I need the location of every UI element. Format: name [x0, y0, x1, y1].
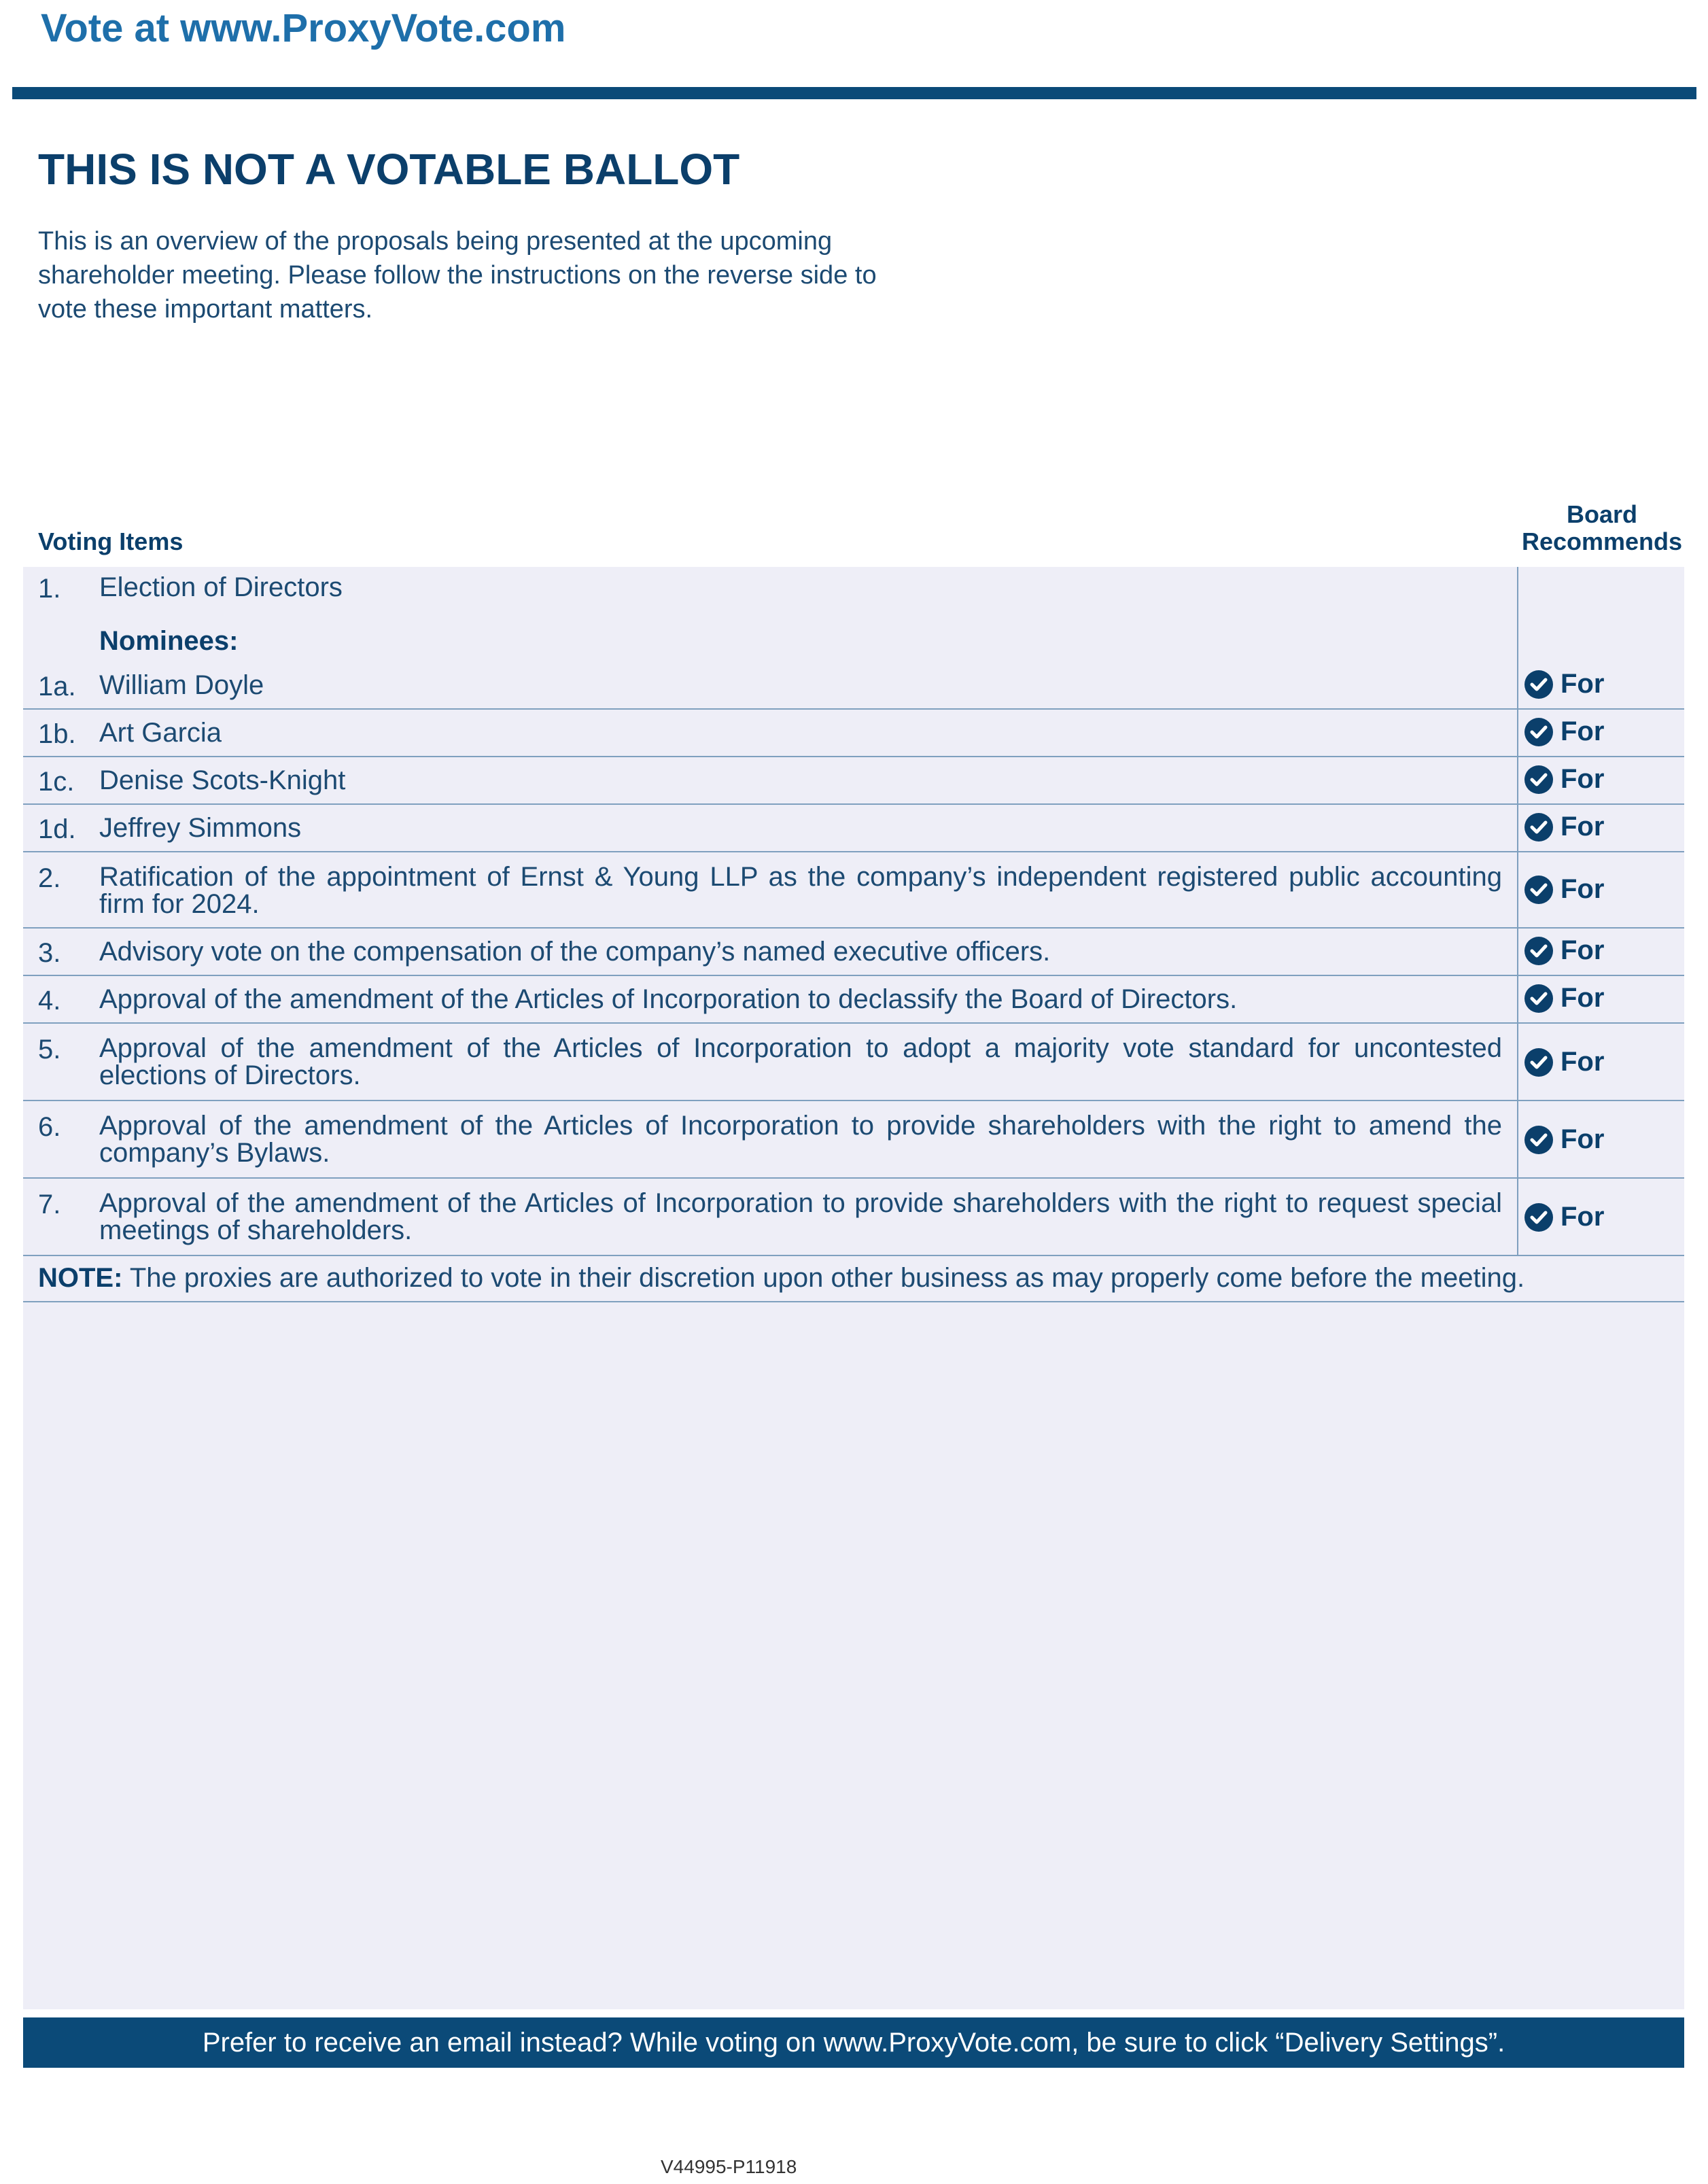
email-delivery-banner: Prefer to receive an email instead? While voting on www.ProxyVote.com, be sure to click “Delivery Settings”. — [23, 2017, 1684, 2068]
item-number: 4. — [38, 986, 61, 1016]
item-text: Approval of the amendment of the Articles of Incorporation to provide shareholders with the right to amend the company’s Bylaws. — [99, 1111, 1502, 1168]
item-number: 1d. — [38, 814, 76, 844]
recommendation — [1524, 1124, 1604, 1155]
note — [38, 1263, 1524, 1294]
item-number: 1. — [38, 574, 61, 604]
board-recommends-line1: Board — [1566, 500, 1637, 528]
item-text: Jeffrey Simmons — [99, 813, 302, 843]
note-label: NOTE: — [38, 1263, 123, 1293]
recommendation — [1524, 716, 1604, 747]
item-number: 5. — [38, 1035, 61, 1064]
item-number: 1b. — [38, 719, 76, 749]
document-code: V44995-P11918 — [661, 2156, 797, 2177]
page-title: THIS IS NOT A VOTABLE BALLOT — [38, 145, 740, 194]
check-circle-icon — [1524, 812, 1554, 842]
check-circle-icon — [1524, 1202, 1554, 1232]
header-bar — [12, 87, 1696, 99]
item-text: Approval of the amendment of the Articles of Incorporation to adopt a majority vote standard for uncontested elections of Directors. — [99, 1033, 1502, 1090]
check-circle-icon — [1524, 765, 1554, 795]
voting-row — [23, 976, 1684, 1024]
voting-row — [23, 805, 1684, 852]
nominees-label: Nominees: — [99, 626, 239, 656]
recommendation — [1524, 983, 1604, 1013]
item-text: William Doyle — [99, 670, 264, 700]
voting-items-header: Voting Items — [38, 527, 184, 555]
item-text: Art Garcia — [99, 718, 222, 748]
check-circle-icon — [1524, 1125, 1554, 1155]
item-number: 1a. — [38, 672, 76, 701]
recommendation-label: For — [1561, 669, 1605, 699]
recommendation — [1524, 874, 1604, 905]
recommendation — [1524, 1047, 1604, 1077]
recommendation-label: For — [1561, 1124, 1605, 1154]
intro-text: This is an overview of the proposals being presented at the upcoming shareholder meeting. Please follow the instructions on the reverse side to vote these important matters. — [38, 227, 877, 324]
recommendation — [1524, 1202, 1604, 1232]
item-text: Approval of the amendment of the Articles of Incorporation to declassify the Board of Directors. — [99, 984, 1238, 1014]
board-recommends-line2: Recommends — [1521, 527, 1683, 555]
board-recommends-header — [1517, 501, 1687, 555]
recommendation — [1524, 669, 1604, 699]
recommendation — [1524, 812, 1604, 842]
recommendation-label: For — [1561, 812, 1605, 842]
check-circle-icon — [1524, 1047, 1554, 1077]
item-text: Denise Scots-Knight — [99, 765, 346, 795]
check-circle-icon — [1524, 670, 1554, 699]
item-number: 7. — [38, 1190, 61, 1219]
voting-row — [23, 1024, 1684, 1101]
item-text: Approval of the amendment of the Articles of Incorporation to provide shareholders with the right to request special meetings of shareholders. — [99, 1188, 1502, 1245]
note-divider — [23, 1301, 1684, 1302]
item-number: 6. — [38, 1112, 61, 1142]
check-circle-icon — [1524, 717, 1554, 747]
item-text: Advisory vote on the compensation of the company’s named executive officers. — [99, 937, 1051, 967]
recommendation — [1524, 935, 1604, 966]
voting-row — [23, 710, 1684, 757]
check-circle-icon — [1524, 984, 1554, 1013]
check-circle-icon — [1524, 936, 1554, 966]
note-text: The proxies are authorized to vote in their discretion upon other business as may properly come before the meeting. — [122, 1263, 1525, 1293]
recommendation — [1524, 764, 1604, 795]
header-title: Vote at www.ProxyVote.com — [41, 6, 566, 50]
voting-row — [23, 662, 1684, 710]
recommendation-label: For — [1561, 1047, 1605, 1077]
voting-row — [23, 852, 1684, 929]
voting-row — [23, 757, 1684, 805]
item-number: 2. — [38, 863, 61, 893]
voting-row — [23, 1179, 1684, 1256]
voting-row — [23, 1101, 1684, 1179]
recommendation-label: For — [1561, 935, 1605, 965]
recommendation-label: For — [1561, 983, 1605, 1013]
item-text: Election of Directors — [99, 572, 343, 602]
voting-row — [23, 567, 1684, 648]
check-circle-icon — [1524, 875, 1554, 905]
recommendation-label: For — [1561, 764, 1605, 794]
recommendation-label: For — [1561, 716, 1605, 746]
recommendation-label: For — [1561, 874, 1605, 904]
item-number: 1c. — [38, 767, 75, 797]
item-text: Ratification of the appointment of Ernst & Young LLP as the company’s independent registered public accounting firm for 2024. — [99, 862, 1502, 919]
voting-row — [23, 929, 1684, 976]
item-number: 3. — [38, 938, 61, 968]
recommendation-label: For — [1561, 1202, 1605, 1232]
